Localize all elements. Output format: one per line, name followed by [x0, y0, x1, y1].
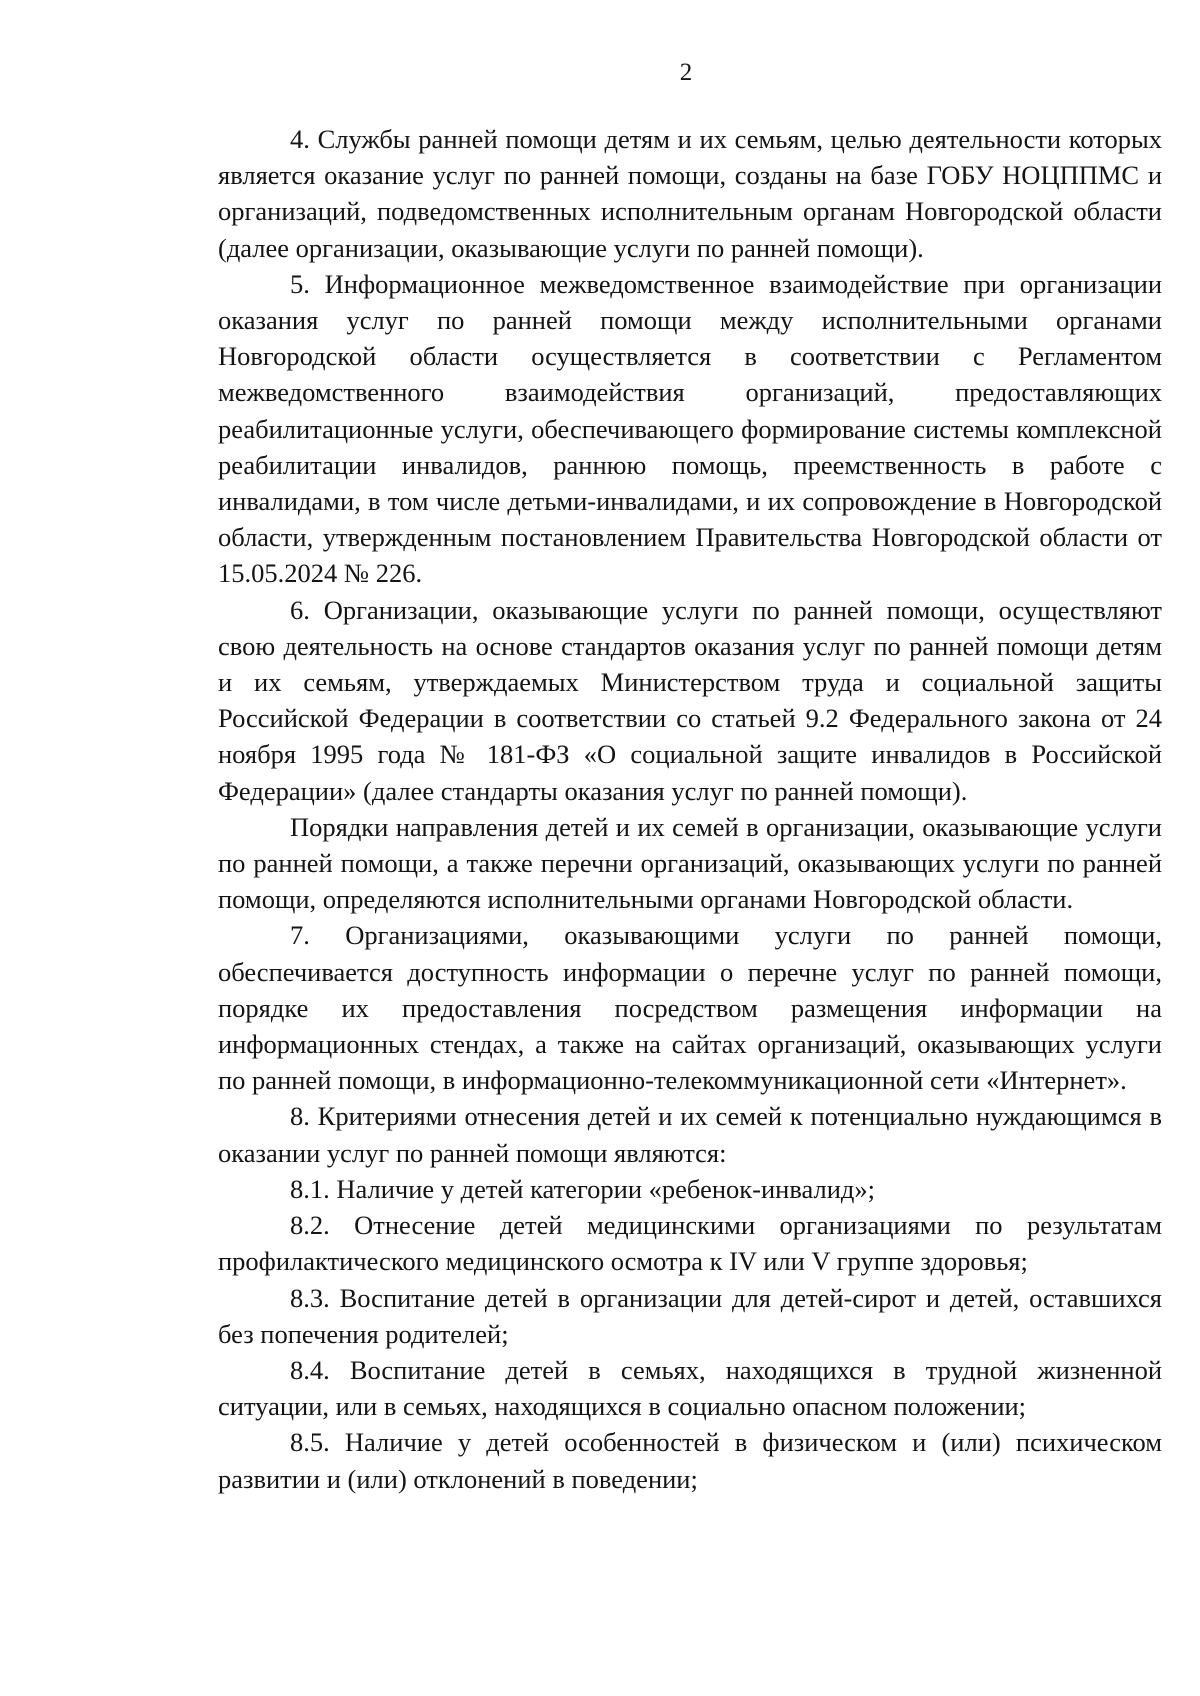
paragraph-7: 7. Организациями, оказывающими услуги по ранней помощи, обеспечивается доступность информации о перечне услуг по ранней помощи, порядке их предоставления посредством размещения информации на информационных стендах, а также на сайтах организаций, оказывающих услуги по ранней помощи, в информационно-телекоммуникационной сети «Интернет».	[218, 920, 1162, 1096]
paragraph-8-1: 8.1. Наличие у детей категории «ребенок-инвалид»;	[290, 1173, 875, 1204]
paragraph-8-3: 8.3. Воспитание детей в организации для детей-сирот и детей, оставшихся без попечения родителей;	[218, 1282, 1162, 1349]
paragraph-8-4: 8.4. Воспитание детей в семьях, находящихся в трудной жизненной ситуации, или в семьях, находящихся в социально опасном положении;	[218, 1354, 1162, 1422]
paragraph-6-procedures: Порядки направления детей и их семей в организации, оказывающие услуги по ранней помощи, а также перечни организаций, оказывающих услуги по ранней помощи, определяются исполнительными органами Новгородской области.	[218, 811, 1162, 915]
paragraph-6: 6. Организации, оказывающие услуги по ранней помощи, осуществляют свою деятельность на основе стандартов оказания услуг по ранней помощи детям и их семьям, утверждаемых Министерством труда и социальной защиты Российской Федерации в соответствии со статьей 9.2 Федерального закона от 24 ноября 1995 года № 181-ФЗ «О социальной защите инвалидов в Российской Федерации» (далее стандарты оказания услуг по ранней помощи).	[218, 594, 1162, 806]
paragraph-5: 5. Информационное межведомственное взаимодействие при организации оказания услуг по ранней помощи между исполнительными органами Новгородской области осуществляется в соответствии с Регламентом межведомственного взаимодействия организаций, предоставляющих реабилитационные услуги, обеспечивающего формирование системы комплексной реабилитации инвалидов, раннюю помощь, преемственность в работе с инвалидами, в том числе детьми-инвалидами, и их сопровождение в Новгородской области, утвержденным постановлением Правительства Новгородской области от 15.05.2024 № 226.	[218, 268, 1162, 589]
paragraph-4: 4. Службы ранней помощи детям и их семьям, целью деятельности которых является оказание услуг по ранней помощи, созданы на базе ГОБУ НОЦППМС и организаций, подведомственных исполнительным органам Новгородской области (далее организации, оказывающие услуги по ранней помощи).	[218, 124, 1162, 263]
paragraph-8-5: 8.5. Наличие у детей особенностей в физическом и (или) психическом развитии и (или) отклонений в поведении;	[218, 1427, 1162, 1494]
paragraph-8-2: 8.2. Отнесение детей медицинскими организациями по результатам профилактического медицинского осмотра к IV или V группе здоровья;	[218, 1210, 1162, 1277]
page-number: 2	[679, 59, 693, 86]
document-body	[218, 121, 1162, 1497]
paragraph-8: 8. Критериями отнесения детей и их семей к потенциально нуждающимся в оказании услуг по ранней помощи являются:	[218, 1101, 1162, 1168]
